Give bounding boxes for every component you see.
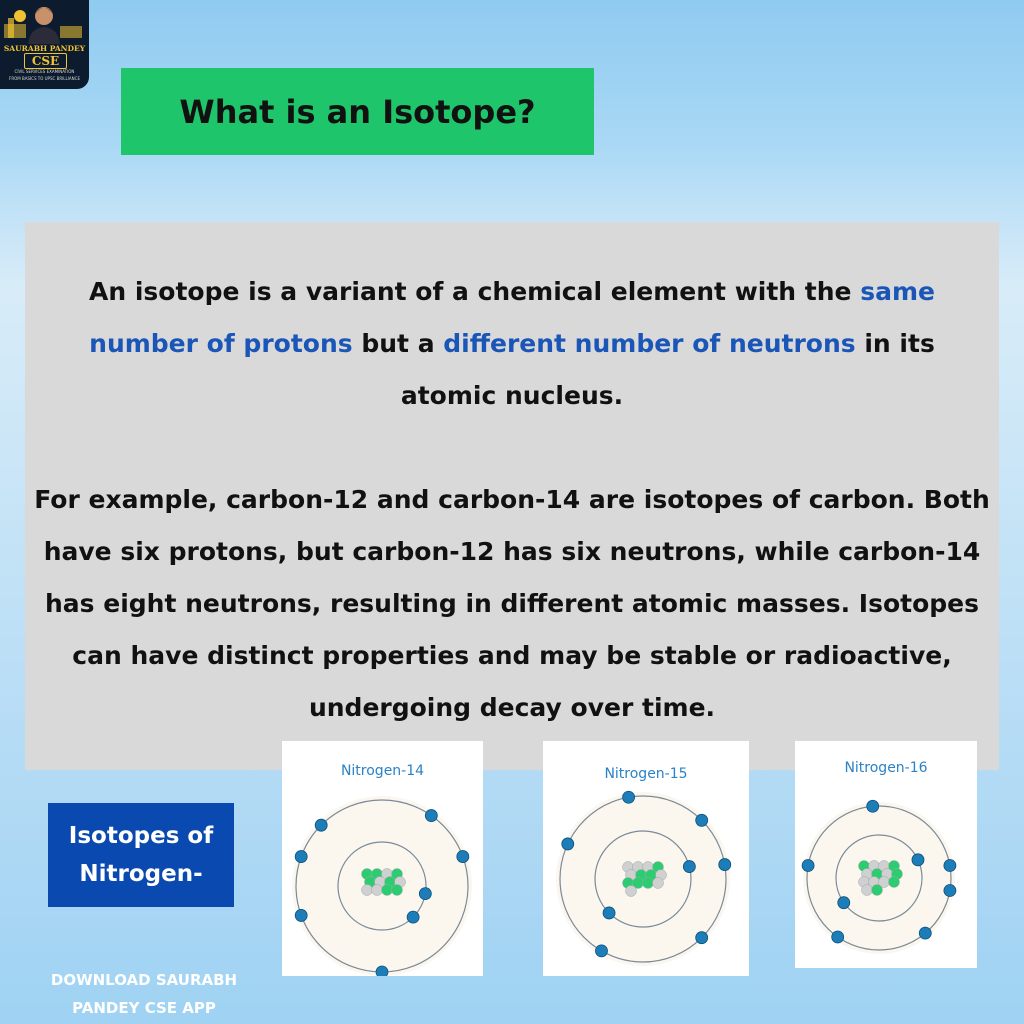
page-title: What is an Isotope? [179,92,536,131]
definition-part-2: but a [352,329,444,358]
outer-electron [596,945,608,957]
neutron [362,885,373,896]
title-banner [121,68,594,155]
definition-highlight-protons: same number of protons [89,277,935,358]
outer-electron [719,859,731,871]
example-text: For example, carbon-12 and carbon-14 are isotopes of carbon. Both have six protons, but carbon-12 has six neutrons, while carbon-14 has eight neutrons, resulting in different atomic masses. Isotopes can have distinct properties and may be stable or radioactive, undergoing decay over time. [34,485,990,722]
proton [889,877,900,888]
nitrogen-15-atom-diagram [543,741,749,976]
inner-electron [683,861,695,873]
logo-name: SAURABH PANDEY [3,44,86,53]
neutron [372,885,383,896]
diagram-title: Nitrogen-15 [604,766,688,782]
outer-electron [944,859,956,871]
neutron [653,878,664,889]
definition-text [25,266,999,422]
diagram-title: Nitrogen-16 [844,760,928,776]
proton [872,885,883,896]
outer-electron [457,851,469,863]
isotopes-label-line-1: Isotopes of [68,823,214,849]
isotopes-label-line-2: Nitrogen- [79,861,203,887]
outer-electron [562,838,574,850]
outer-electron [919,927,931,939]
outer-electron [802,859,814,871]
nitrogen-14-atom-diagram [282,741,483,976]
definition-part-1: An isotope is a variant of a chemical element with the [89,277,861,306]
presenter-portrait-icon [0,0,89,44]
outer-electron [696,814,708,826]
download-line-1: DOWNLOAD SAURABH [50,971,238,989]
logo-tagline-2: FROM BASICS TO UPSC BRILLIANCE [9,76,80,81]
outer-electron [623,791,635,803]
inner-electron [419,888,431,900]
download-app-text [24,966,264,1022]
outer-electron [696,932,708,944]
channel-logo [0,0,89,89]
proton [392,885,403,896]
inner-electron [603,907,615,919]
definition-panel [25,222,999,770]
inner-electron [912,854,924,866]
outer-electron [832,931,844,943]
isotopes-label-box [48,803,234,907]
outer-electron [295,909,307,921]
outer-electron [425,810,437,822]
diagram-card-nitrogen-15 [543,741,749,976]
inner-electron [838,897,850,909]
outer-electron [944,885,956,897]
download-line-2: PANDEY CSE APP [72,999,216,1017]
outer-electron [315,819,327,831]
outer-electron [295,851,307,863]
logo-tagline-1: CIVIL SERVICES EXAMINATION [14,69,75,74]
proton [382,885,393,896]
inner-electron [407,911,419,923]
outer-electron [376,966,388,976]
logo-cse: CSE [24,53,67,69]
proton [643,878,654,889]
definition-highlight-neutrons: different number of neutrons [443,329,856,358]
diagram-card-nitrogen-16 [795,741,977,968]
diagram-title: Nitrogen-14 [340,763,425,779]
definition-part-3: in its atomic nucleus. [400,329,935,410]
nitrogen-16-atom-diagram [795,741,977,968]
neutron [862,885,873,896]
neutron [626,886,637,897]
diagram-card-nitrogen-14 [282,741,483,976]
outer-electron [867,800,879,812]
